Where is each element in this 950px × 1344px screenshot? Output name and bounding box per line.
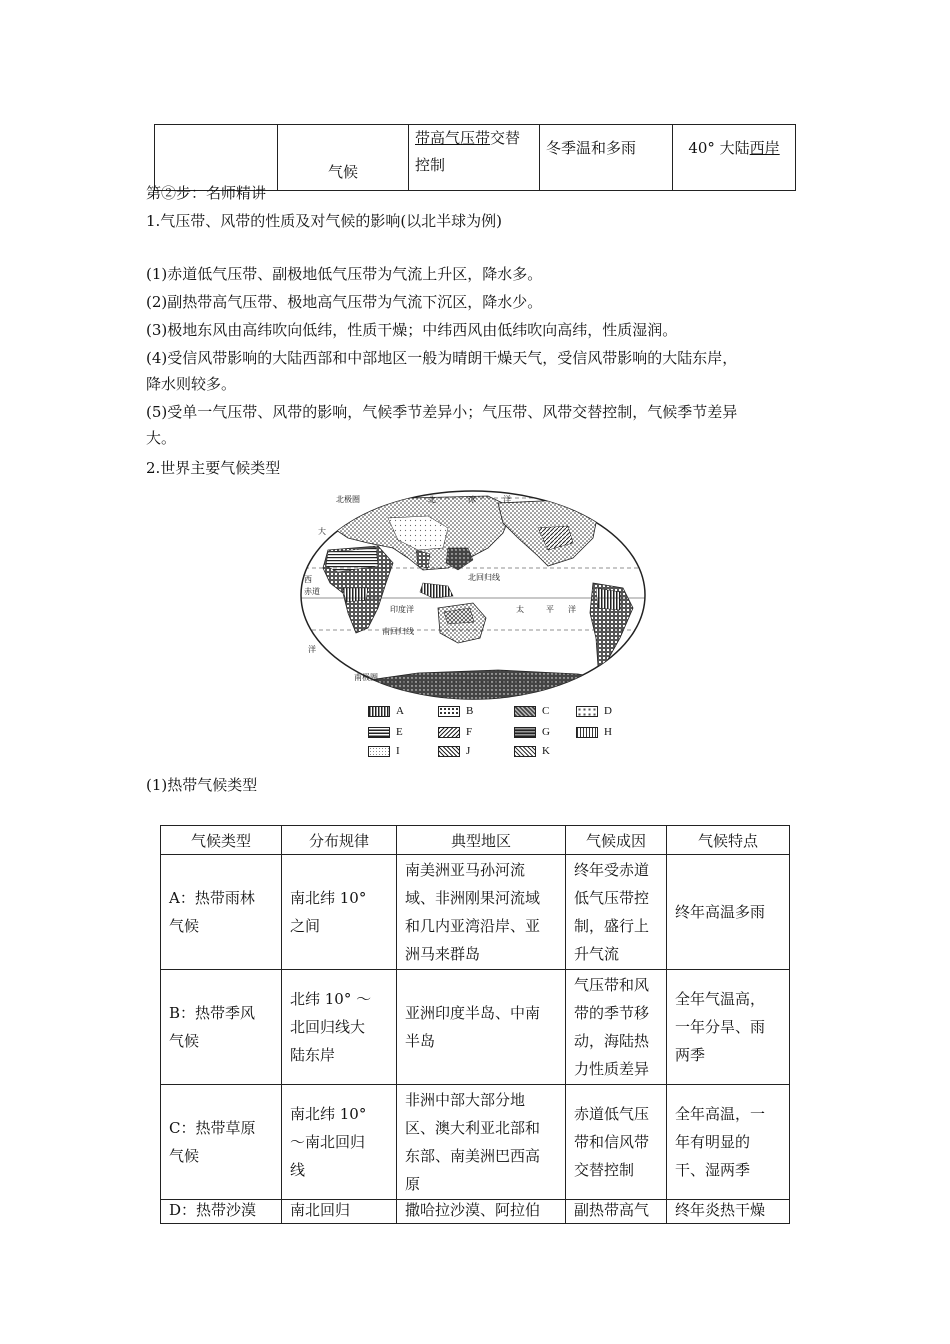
- legend-item: I: [368, 745, 400, 757]
- legend-item: E: [368, 726, 403, 738]
- map-label: 西: [304, 575, 312, 584]
- section1-item-cont: 降水则较多。: [146, 375, 237, 393]
- table-cell-type: C：热带草原 气候: [161, 1085, 282, 1200]
- map-label: 冰: [468, 495, 476, 504]
- map-label: 洋: [308, 645, 316, 654]
- table-cell-feature: 终年炎热干燥: [667, 1200, 790, 1224]
- table-cell-dist: 北纬 10° ～ 北回归线大 陆东岸: [282, 970, 397, 1085]
- section2-heading: 2.世界主要气候类型: [146, 459, 281, 477]
- section1-item: (5)受单一气压带、风带的影响，气候季节差异小；气压带、风带交替控制，气候季节差异: [146, 403, 738, 421]
- table-row: [161, 855, 790, 970]
- world-climate-map: [298, 488, 648, 703]
- table-cell-region: 非洲中部大部分地 区、澳大利亚北部和 东部、南美洲巴西高 原: [397, 1085, 566, 1200]
- table-cell-cause: 终年受赤道 低气压带控 制，盛行上 升气流: [566, 855, 667, 970]
- map-label: 平: [546, 605, 554, 614]
- section1-item: (3)极地东风由高纬吹向低纬，性质干燥；中纬西风由低纬吹向高纬，性质湿润。: [146, 321, 678, 339]
- legend-item: G: [514, 726, 550, 738]
- map-label-tropic-capricorn: 南回归线: [382, 627, 414, 636]
- table-cell-region: 南美洲亚马孙河流 域、非洲刚果河流域 和几内亚湾沿岸、亚 洲马来群岛: [397, 855, 566, 970]
- map-label: 北: [428, 495, 436, 504]
- table-row: [161, 970, 790, 1085]
- table-cell-cause: 气压带和风 带的季节移 动，海陆热 力性质差异: [566, 970, 667, 1085]
- legend-item: B: [438, 705, 473, 717]
- map-label-tropic-cancer: 北回归线: [468, 573, 500, 582]
- table-cell-feature: 终年高温多雨: [667, 855, 790, 970]
- step-heading: 第②步：名师精讲: [146, 184, 267, 202]
- section1-item: (2)副热带高气压带、极地高气压带为气流下沉区，降水少。: [146, 293, 543, 311]
- legend-item: C: [514, 705, 549, 717]
- map-label: 洋: [503, 495, 511, 504]
- table-row: [161, 1200, 790, 1224]
- table-cell-cause: 赤道低气压 带和信风带 交替控制: [566, 1085, 667, 1200]
- map-label: 太: [516, 605, 524, 614]
- section1-item-cont: 大。: [146, 429, 177, 447]
- subheading: (1)热带气候类型: [146, 776, 258, 794]
- map-label-indian-ocean: 印度洋: [390, 605, 414, 614]
- table-cell-dist: 南北回归: [282, 1200, 397, 1224]
- table-cell-region: 亚洲印度半岛、中南 半岛: [397, 970, 566, 1085]
- map-label-equator: 赤道: [304, 587, 320, 596]
- map-label-north-polar-circle: 北极圈: [336, 495, 360, 504]
- map-label: 大: [318, 527, 326, 536]
- table-header: 气候特点: [667, 826, 790, 855]
- legend-item: H: [576, 726, 612, 738]
- table-cell-dist: 南北纬 10° ～南北回归 线: [282, 1085, 397, 1200]
- map-legend: [368, 705, 628, 759]
- section1-heading: 1.气压带、风带的性质及对气候的影响(以北半球为例): [146, 212, 503, 230]
- map-label: 洋: [568, 605, 576, 614]
- table-cell-type: A：热带雨林 气候: [161, 855, 282, 970]
- top-table-cell-location: 40° 大陆西岸: [673, 125, 796, 191]
- legend-item: K: [514, 745, 550, 757]
- section1-item: (1)赤道低气压带、副极地低气压带为气流上升区，降水多。: [146, 265, 543, 283]
- table-header: 分布规律: [282, 826, 397, 855]
- table-cell-type: D：热带沙漠: [161, 1200, 282, 1224]
- table-header: 气候类型: [161, 826, 282, 855]
- legend-item: A: [368, 705, 404, 717]
- map-label-south-polar-circle: 南极圈: [354, 673, 378, 682]
- table-header: 典型地区: [397, 826, 566, 855]
- table-cell-type: B：热带季风 气候: [161, 970, 282, 1085]
- top-table-cell-winter: 冬季温和多雨: [540, 125, 673, 191]
- top-table-cell-control: 带高气压带交替 控制: [409, 125, 540, 191]
- table-cell-dist: 南北纬 10° 之间: [282, 855, 397, 970]
- top-table-cell-climate: 气候: [278, 125, 409, 191]
- table-cell-region: 撒哈拉沙漠、阿拉伯: [397, 1200, 566, 1224]
- legend-item: F: [438, 726, 472, 738]
- table-cell-cause: 副热带高气: [566, 1200, 667, 1224]
- legend-item: D: [576, 705, 612, 717]
- table-row: [161, 1085, 790, 1200]
- tropical-climate-table: [160, 825, 790, 1224]
- legend-item: J: [438, 745, 470, 757]
- section1-item: (4)受信风带影响的大陆西部和中部地区一般为晴朗干燥天气，受信风带影响的大陆东岸，: [146, 349, 738, 367]
- table-cell-feature: 全年气温高， 一年分旱、雨 两季: [667, 970, 790, 1085]
- table-cell-feature: 全年高温，一 年有明显的 干、湿两季: [667, 1085, 790, 1200]
- table-header: 气候成因: [566, 826, 667, 855]
- table-header-row: [161, 826, 790, 855]
